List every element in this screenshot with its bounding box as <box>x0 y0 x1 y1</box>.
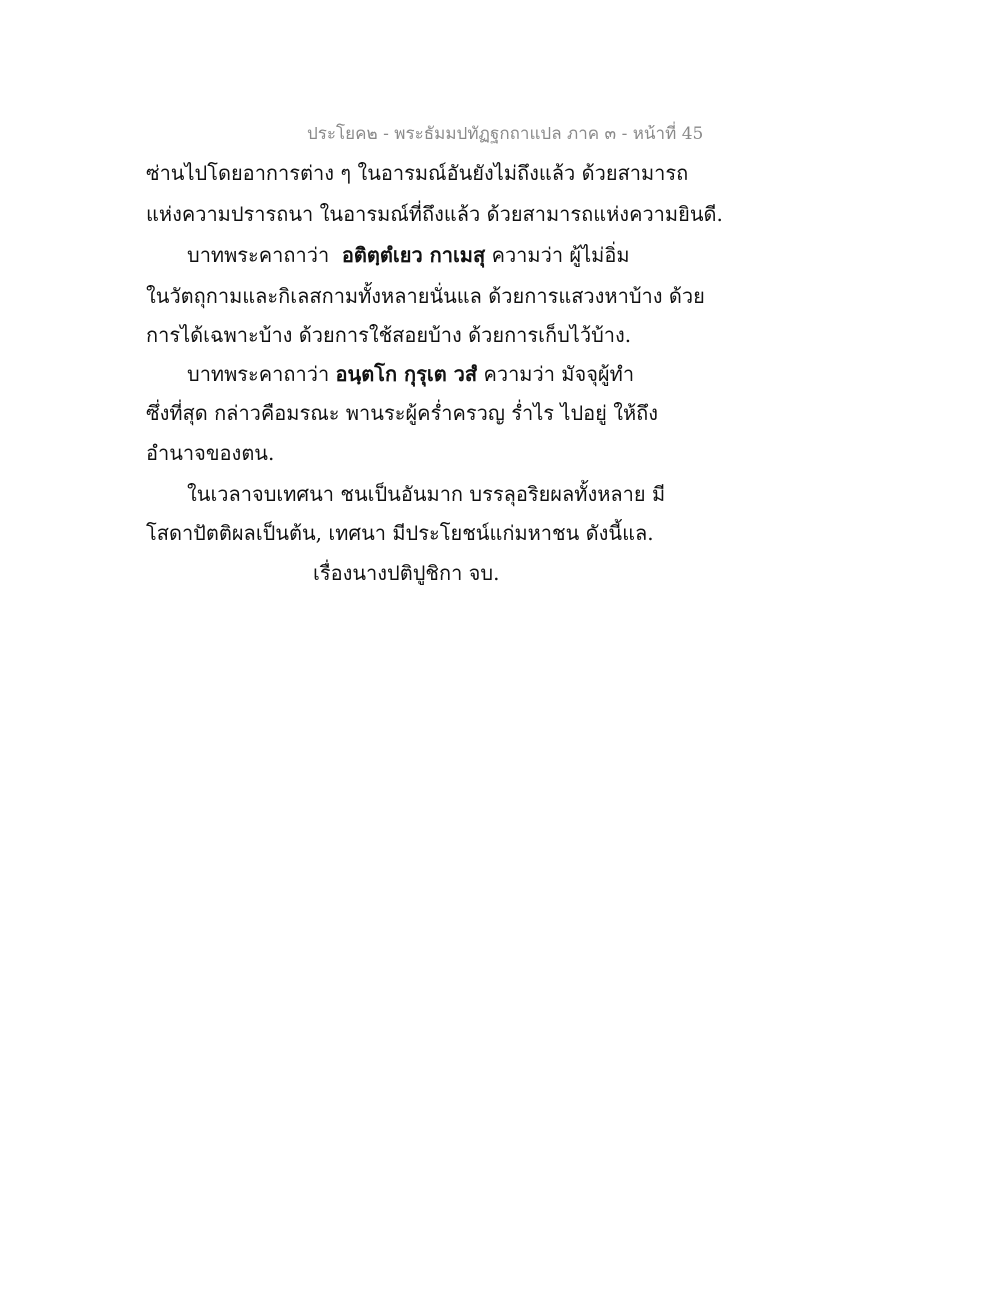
explanation-text: ความว่า มัจจุผู้ทำ <box>483 362 635 386</box>
text-line: โสดาปัตติผลเป็นต้น, เทศนา มีประโยชน์แก่มหาชน ดังนี้แล. <box>146 521 654 545</box>
paragraph-verse-explanation <box>187 359 634 389</box>
running-header: ประโยค๒ - พระธัมมปทัฏฐกถาแปล ภาค ๓ - หน้าที่ 45 <box>307 124 704 144</box>
text-line: ในเวลาจบเทศนา ชนเป็นอันมาก บรรลุอริยผลทั้งหลาย มี <box>187 482 666 506</box>
paragraph-verse-explanation <box>187 240 630 270</box>
text-line: อำนาจของตน. <box>146 441 275 465</box>
text-line: ในวัตถุกามและกิเลสกามทั้งหลายนั่นแล ด้วยการแสวงหาบ้าง ด้วย <box>146 284 705 308</box>
story-ending: เรื่องนางปติปูชิกา จบ. <box>313 561 500 585</box>
text-line: แห่งความปรารถนา ในอารมณ์ที่ถึงแล้ว ด้วยสามารถแห่งความยินดี. <box>146 202 723 226</box>
explanation-text: ความว่า ผู้ไม่อิ่ม <box>491 243 630 267</box>
text-line: การได้เฉพาะบ้าง ด้วยการใช้สอยบ้าง ด้วยการเก็บไว้บ้าง. <box>146 323 632 347</box>
pali-phrase: อนฺตโก กุรุเต วสํ <box>335 362 478 386</box>
lead-text: บาทพระคาถาว่า <box>187 362 330 386</box>
lead-text: บาทพระคาถาว่า <box>187 243 330 267</box>
text-line: ซ่านไปโดยอาการต่าง ๆ ในอารมณ์อันยังไม่ถึงแล้ว ด้วยสามารถ <box>146 161 689 185</box>
pali-phrase: อติตฺตํเยว กาเมสุ <box>341 243 486 267</box>
text-line: ซึ่งที่สุด กล่าวคือมรณะ พานระผู้คร่ำครวญ ร่ำไร ไปอยู่ ให้ถึง <box>146 401 659 425</box>
